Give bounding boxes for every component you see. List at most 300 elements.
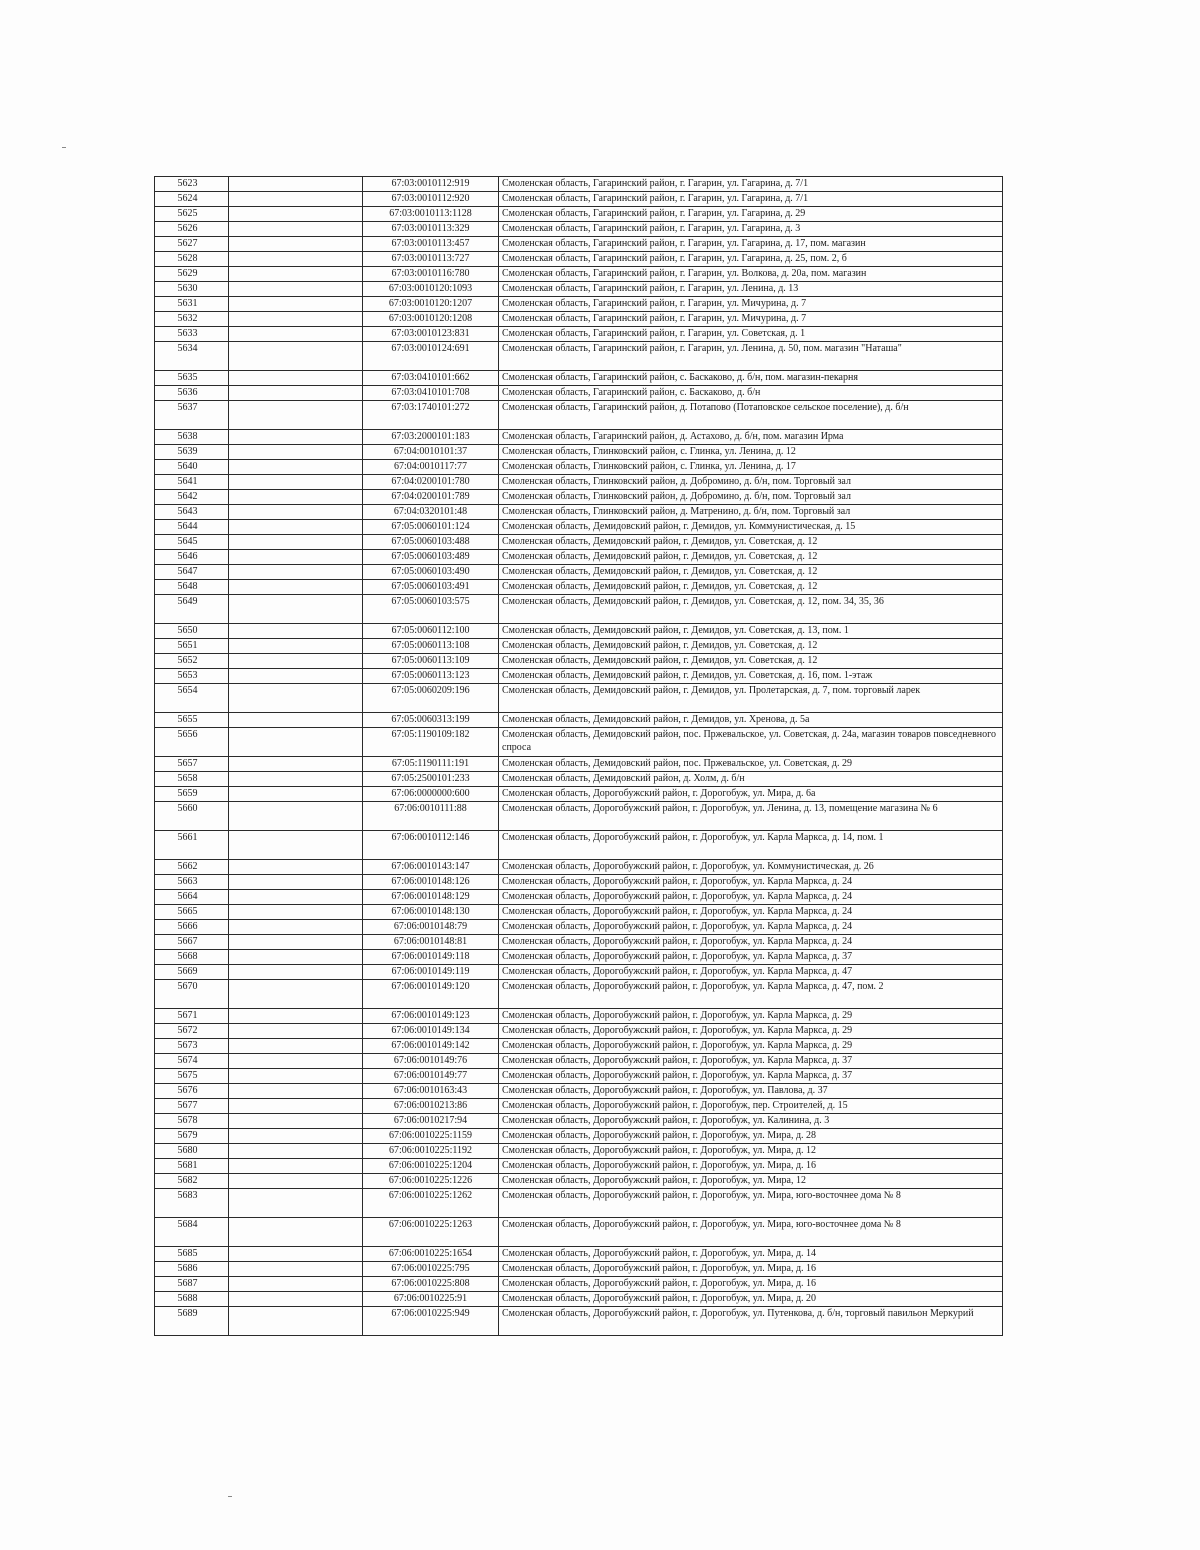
table-row xyxy=(155,1218,1003,1247)
cadastral-number-cell: 67:05:0060113:108 xyxy=(363,639,499,654)
address-cell: Смоленская область, Демидовский район, г. Демидов, ул. Советская, д. 12, пом. 34, 35, 36 xyxy=(499,595,1003,624)
row-number-cell: 5650 xyxy=(155,624,229,639)
table-row xyxy=(155,327,1003,342)
empty-cell xyxy=(229,1292,363,1307)
table-row xyxy=(155,1114,1003,1129)
empty-cell xyxy=(229,1262,363,1277)
table-row xyxy=(155,802,1003,831)
address-cell: Смоленская область, Дорогобужский район, г. Дорогобуж, ул. Карла Маркса, д. 14, пом. 1 xyxy=(499,831,1003,860)
row-number-cell: 5633 xyxy=(155,327,229,342)
table-row xyxy=(155,639,1003,654)
address-cell: Смоленская область, Дорогобужский район, г. Дорогобуж, ул. Карла Маркса, д. 37 xyxy=(499,950,1003,965)
table-row xyxy=(155,550,1003,565)
empty-cell xyxy=(229,1159,363,1174)
cadastral-number-cell: 67:06:0010148:130 xyxy=(363,905,499,920)
cadastral-number-cell: 67:06:0010225:808 xyxy=(363,1277,499,1292)
address-cell: Смоленская область, Дорогобужский район, г. Дорогобуж, ул. Карла Маркса, д. 24 xyxy=(499,935,1003,950)
table-row xyxy=(155,1084,1003,1099)
row-number-cell: 5627 xyxy=(155,237,229,252)
cadastral-number-cell: 67:04:0320101:48 xyxy=(363,505,499,520)
empty-cell xyxy=(229,550,363,565)
table-row xyxy=(155,905,1003,920)
address-cell: Смоленская область, Дорогобужский район, г. Дорогобуж, ул. Мира, д. 6а xyxy=(499,787,1003,802)
address-cell: Смоленская область, Глинковский район, д. Добромино, д. б/н, пом. Торговый зал xyxy=(499,475,1003,490)
row-number-cell: 5642 xyxy=(155,490,229,505)
registry-table xyxy=(154,176,1003,1336)
address-cell: Смоленская область, Гагаринский район, г. Гагарин, ул. Ленина, д. 50, пом. магазин "Наташа" xyxy=(499,342,1003,371)
row-number-cell: 5632 xyxy=(155,312,229,327)
table-row xyxy=(155,713,1003,728)
cadastral-number-cell: 67:06:0010148:126 xyxy=(363,875,499,890)
row-number-cell: 5652 xyxy=(155,654,229,669)
row-number-cell: 5655 xyxy=(155,713,229,728)
address-cell: Смоленская область, Дорогобужский район, г. Дорогобуж, ул. Карла Маркса, д. 47, пом. 2 xyxy=(499,980,1003,1009)
row-number-cell: 5644 xyxy=(155,520,229,535)
empty-cell xyxy=(229,802,363,831)
cadastral-number-cell: 67:03:0410101:708 xyxy=(363,386,499,401)
address-cell: Смоленская область, Глинковский район, д. Добромино, д. б/н, пом. Торговый зал xyxy=(499,490,1003,505)
cadastral-number-cell: 67:06:0010149:76 xyxy=(363,1054,499,1069)
empty-cell xyxy=(229,565,363,580)
empty-cell xyxy=(229,669,363,684)
table-row xyxy=(155,1189,1003,1218)
cadastral-number-cell: 67:06:0010225:1159 xyxy=(363,1129,499,1144)
empty-cell xyxy=(229,267,363,282)
empty-cell xyxy=(229,875,363,890)
table-row xyxy=(155,565,1003,580)
row-number-cell: 5651 xyxy=(155,639,229,654)
empty-cell xyxy=(229,490,363,505)
address-cell: Смоленская область, Глинковский район, с. Глинка, ул. Ленина, д. 12 xyxy=(499,445,1003,460)
table-row xyxy=(155,965,1003,980)
row-number-cell: 5681 xyxy=(155,1159,229,1174)
row-number-cell: 5630 xyxy=(155,282,229,297)
empty-cell xyxy=(229,1039,363,1054)
address-cell: Смоленская область, Дорогобужский район, г. Дорогобуж, ул. Ленина, д. 13, помещение магазина № 6 xyxy=(499,802,1003,831)
address-cell: Смоленская область, Гагаринский район, г. Гагарин, ул. Гагарина, д. 7/1 xyxy=(499,177,1003,192)
table-row xyxy=(155,1009,1003,1024)
table-row xyxy=(155,1159,1003,1174)
empty-cell xyxy=(229,684,363,713)
empty-cell xyxy=(229,935,363,950)
row-number-cell: 5625 xyxy=(155,207,229,222)
row-number-cell: 5660 xyxy=(155,802,229,831)
empty-cell xyxy=(229,1174,363,1189)
empty-cell xyxy=(229,713,363,728)
row-number-cell: 5685 xyxy=(155,1247,229,1262)
empty-cell xyxy=(229,535,363,550)
row-number-cell: 5668 xyxy=(155,950,229,965)
empty-cell xyxy=(229,905,363,920)
address-cell: Смоленская область, Дорогобужский район, г. Дорогобуж, ул. Мира, д. 12 xyxy=(499,1144,1003,1159)
row-number-cell: 5670 xyxy=(155,980,229,1009)
cadastral-number-cell: 67:05:0060313:199 xyxy=(363,713,499,728)
table-row xyxy=(155,1024,1003,1039)
empty-cell xyxy=(229,1247,363,1262)
table-row xyxy=(155,595,1003,624)
cadastral-number-cell: 67:03:0010120:1093 xyxy=(363,282,499,297)
cadastral-number-cell: 67:05:0060103:491 xyxy=(363,580,499,595)
empty-cell xyxy=(229,1054,363,1069)
cadastral-number-cell: 67:03:0010113:727 xyxy=(363,252,499,267)
row-number-cell: 5626 xyxy=(155,222,229,237)
table-row xyxy=(155,935,1003,950)
address-cell: Смоленская область, Гагаринский район, г. Гагарин, ул. Гагарина, д. 29 xyxy=(499,207,1003,222)
address-cell: Смоленская область, Гагаринский район, г. Гагарин, ул. Волкова, д. 20а, пом. магазин xyxy=(499,267,1003,282)
row-number-cell: 5637 xyxy=(155,401,229,430)
cadastral-number-cell: 67:03:0010116:780 xyxy=(363,267,499,282)
address-cell: Смоленская область, Гагаринский район, г. Гагарин, ул. Гагарина, д. 3 xyxy=(499,222,1003,237)
cadastral-number-cell: 67:04:0010117:77 xyxy=(363,460,499,475)
table-row xyxy=(155,950,1003,965)
table-row xyxy=(155,1277,1003,1292)
cadastral-number-cell: 67:06:0010163:43 xyxy=(363,1084,499,1099)
table-row xyxy=(155,237,1003,252)
table-row xyxy=(155,669,1003,684)
table-row xyxy=(155,430,1003,445)
address-cell: Смоленская область, Дорогобужский район, г. Дорогобуж, ул. Карла Маркса, д. 29 xyxy=(499,1009,1003,1024)
row-number-cell: 5673 xyxy=(155,1039,229,1054)
cadastral-number-cell: 67:03:0010120:1207 xyxy=(363,297,499,312)
address-cell: Смоленская область, Дорогобужский район, г. Дорогобуж, ул. Карла Маркса, д. 24 xyxy=(499,905,1003,920)
table-row xyxy=(155,312,1003,327)
address-cell: Смоленская область, Глинковский район, д. Матренино, д. б/н, пом. Торговый зал xyxy=(499,505,1003,520)
table-row xyxy=(155,728,1003,757)
row-number-cell: 5635 xyxy=(155,371,229,386)
empty-cell xyxy=(229,1189,363,1218)
cadastral-number-cell: 67:06:0010225:1263 xyxy=(363,1218,499,1247)
cadastral-number-cell: 67:06:0010149:123 xyxy=(363,1009,499,1024)
cadastral-number-cell: 67:03:0010124:691 xyxy=(363,342,499,371)
address-cell: Смоленская область, Дорогобужский район, г. Дорогобуж, ул. Коммунистическая, д. 26 xyxy=(499,860,1003,875)
empty-cell xyxy=(229,624,363,639)
address-cell: Смоленская область, Дорогобужский район, г. Дорогобуж, ул. Карла Маркса, д. 29 xyxy=(499,1024,1003,1039)
cadastral-number-cell: 67:06:0010149:118 xyxy=(363,950,499,965)
empty-cell xyxy=(229,1307,363,1336)
cadastral-number-cell: 67:03:0010112:920 xyxy=(363,192,499,207)
cadastral-number-cell: 67:05:1190109:182 xyxy=(363,728,499,757)
row-number-cell: 5689 xyxy=(155,1307,229,1336)
row-number-cell: 5674 xyxy=(155,1054,229,1069)
cadastral-number-cell: 67:06:0010213:86 xyxy=(363,1099,499,1114)
row-number-cell: 5687 xyxy=(155,1277,229,1292)
cadastral-number-cell: 67:05:0060103:488 xyxy=(363,535,499,550)
row-number-cell: 5629 xyxy=(155,267,229,282)
cadastral-number-cell: 67:04:0010101:37 xyxy=(363,445,499,460)
row-number-cell: 5639 xyxy=(155,445,229,460)
cadastral-number-cell: 67:06:0010225:91 xyxy=(363,1292,499,1307)
address-cell: Смоленская область, Гагаринский район, г. Гагарин, ул. Ленина, д. 13 xyxy=(499,282,1003,297)
empty-cell xyxy=(229,772,363,787)
table-row xyxy=(155,980,1003,1009)
address-cell: Смоленская область, Дорогобужский район, г. Дорогобуж, пер. Строителей, д. 15 xyxy=(499,1099,1003,1114)
cadastral-number-cell: 67:04:0200101:780 xyxy=(363,475,499,490)
row-number-cell: 5638 xyxy=(155,430,229,445)
empty-cell xyxy=(229,980,363,1009)
table-row xyxy=(155,282,1003,297)
address-cell: Смоленская область, Гагаринский район, д. Астахово, д. б/н, пом. магазин Ирма xyxy=(499,430,1003,445)
cadastral-number-cell: 67:05:0060113:109 xyxy=(363,654,499,669)
cadastral-number-cell: 67:06:0010225:1654 xyxy=(363,1247,499,1262)
table-row xyxy=(155,222,1003,237)
cadastral-number-cell: 67:06:0010149:134 xyxy=(363,1024,499,1039)
table-row xyxy=(155,490,1003,505)
empty-cell xyxy=(229,1277,363,1292)
table-row xyxy=(155,1174,1003,1189)
cadastral-number-cell: 67:06:0010225:1262 xyxy=(363,1189,499,1218)
cadastral-number-cell: 67:05:0060113:123 xyxy=(363,669,499,684)
table-row xyxy=(155,1129,1003,1144)
table-row xyxy=(155,192,1003,207)
row-number-cell: 5678 xyxy=(155,1114,229,1129)
address-cell: Смоленская область, Демидовский район, г. Демидов, ул. Советская, д. 16, пом. 1-этаж xyxy=(499,669,1003,684)
empty-cell xyxy=(229,1099,363,1114)
empty-cell xyxy=(229,1009,363,1024)
address-cell: Смоленская область, Демидовский район, г. Демидов, ул. Коммунистическая, д. 15 xyxy=(499,520,1003,535)
empty-cell xyxy=(229,580,363,595)
table-row xyxy=(155,580,1003,595)
row-number-cell: 5640 xyxy=(155,460,229,475)
row-number-cell: 5659 xyxy=(155,787,229,802)
row-number-cell: 5677 xyxy=(155,1099,229,1114)
address-cell: Смоленская область, Демидовский район, г. Демидов, ул. Советская, д. 12 xyxy=(499,565,1003,580)
empty-cell xyxy=(229,654,363,669)
cadastral-number-cell: 67:06:0010148:129 xyxy=(363,890,499,905)
row-number-cell: 5648 xyxy=(155,580,229,595)
cadastral-number-cell: 67:05:0060101:124 xyxy=(363,520,499,535)
address-cell: Смоленская область, Гагаринский район, г. Гагарин, ул. Мичурина, д. 7 xyxy=(499,312,1003,327)
empty-cell xyxy=(229,445,363,460)
cadastral-number-cell: 67:06:0010149:142 xyxy=(363,1039,499,1054)
row-number-cell: 5672 xyxy=(155,1024,229,1039)
address-cell: Смоленская область, Дорогобужский район, г. Дорогобуж, ул. Павлова, д. 37 xyxy=(499,1084,1003,1099)
table-row xyxy=(155,831,1003,860)
table-row xyxy=(155,772,1003,787)
cadastral-number-cell: 67:03:0010112:919 xyxy=(363,177,499,192)
address-cell: Смоленская область, Гагаринский район, г. Гагарин, ул. Гагарина, д. 7/1 xyxy=(499,192,1003,207)
table-row xyxy=(155,787,1003,802)
empty-cell xyxy=(229,505,363,520)
cadastral-number-cell: 67:06:0010111:88 xyxy=(363,802,499,831)
address-cell: Смоленская область, Гагаринский район, с. Баскаково, д. б/н xyxy=(499,386,1003,401)
address-cell: Смоленская область, Дорогобужский район, г. Дорогобуж, ул. Карла Маркса, д. 37 xyxy=(499,1054,1003,1069)
empty-cell xyxy=(229,475,363,490)
table-row xyxy=(155,920,1003,935)
cadastral-number-cell: 67:03:0010120:1208 xyxy=(363,312,499,327)
cadastral-number-cell: 67:06:0010225:1204 xyxy=(363,1159,499,1174)
table-row xyxy=(155,1054,1003,1069)
cadastral-number-cell: 67:06:0010225:1192 xyxy=(363,1144,499,1159)
table-row xyxy=(155,445,1003,460)
empty-cell xyxy=(229,860,363,875)
table-row xyxy=(155,386,1003,401)
address-cell: Смоленская область, Демидовский район, д. Холм, д. б/н xyxy=(499,772,1003,787)
row-number-cell: 5645 xyxy=(155,535,229,550)
table-row xyxy=(155,1292,1003,1307)
empty-cell xyxy=(229,1144,363,1159)
cadastral-number-cell: 67:03:1740101:272 xyxy=(363,401,499,430)
empty-cell xyxy=(229,1084,363,1099)
row-number-cell: 5641 xyxy=(155,475,229,490)
table-row xyxy=(155,342,1003,371)
row-number-cell: 5665 xyxy=(155,905,229,920)
cadastral-number-cell: 67:05:0060103:575 xyxy=(363,595,499,624)
address-cell: Смоленская область, Гагаринский район, г. Гагарин, ул. Мичурина, д. 7 xyxy=(499,297,1003,312)
row-number-cell: 5634 xyxy=(155,342,229,371)
empty-cell xyxy=(229,965,363,980)
address-cell: Смоленская область, Дорогобужский район, г. Дорогобуж, ул. Путенкова, д. б/н, торговый павильон Меркурий xyxy=(499,1307,1003,1336)
cadastral-number-cell: 67:06:0010217:94 xyxy=(363,1114,499,1129)
row-number-cell: 5682 xyxy=(155,1174,229,1189)
scan-speck xyxy=(228,1496,232,1497)
empty-cell xyxy=(229,757,363,772)
table-row xyxy=(155,1099,1003,1114)
address-cell: Смоленская область, Дорогобужский район, г. Дорогобуж, ул. Карла Маркса, д. 24 xyxy=(499,920,1003,935)
table-row xyxy=(155,684,1003,713)
address-cell: Смоленская область, Демидовский район, г. Демидов, ул. Пролетарская, д. 7, пом. торговый ларек xyxy=(499,684,1003,713)
empty-cell xyxy=(229,787,363,802)
empty-cell xyxy=(229,222,363,237)
address-cell: Смоленская область, Дорогобужский район, г. Дорогобуж, ул. Мира, юго-восточнее дома № 8 xyxy=(499,1218,1003,1247)
address-cell: Смоленская область, Дорогобужский район, г. Дорогобуж, ул. Мира, д. 16 xyxy=(499,1159,1003,1174)
empty-cell xyxy=(229,1129,363,1144)
address-cell: Смоленская область, Дорогобужский район, г. Дорогобуж, ул. Карла Маркса, д. 24 xyxy=(499,875,1003,890)
cadastral-number-cell: 67:03:0010113:1128 xyxy=(363,207,499,222)
empty-cell xyxy=(229,297,363,312)
empty-cell xyxy=(229,312,363,327)
cadastral-number-cell: 67:05:0060112:100 xyxy=(363,624,499,639)
address-cell: Смоленская область, Дорогобужский район, г. Дорогобуж, ул. Мира, д. 16 xyxy=(499,1277,1003,1292)
empty-cell xyxy=(229,950,363,965)
address-cell: Смоленская область, Дорогобужский район, г. Дорогобуж, ул. Мира, д. 20 xyxy=(499,1292,1003,1307)
empty-cell xyxy=(229,401,363,430)
empty-cell xyxy=(229,890,363,905)
address-cell: Смоленская область, Дорогобужский район, г. Дорогобуж, ул. Карла Маркса, д. 37 xyxy=(499,1069,1003,1084)
cadastral-number-cell: 67:03:0410101:662 xyxy=(363,371,499,386)
empty-cell xyxy=(229,386,363,401)
cadastral-number-cell: 67:03:0010123:831 xyxy=(363,327,499,342)
row-number-cell: 5643 xyxy=(155,505,229,520)
cadastral-number-cell: 67:03:0010113:457 xyxy=(363,237,499,252)
table-row xyxy=(155,1069,1003,1084)
cadastral-number-cell: 67:04:0200101:789 xyxy=(363,490,499,505)
row-number-cell: 5654 xyxy=(155,684,229,713)
empty-cell xyxy=(229,728,363,757)
address-cell: Смоленская область, Демидовский район, г. Демидов, ул. Советская, д. 12 xyxy=(499,654,1003,669)
table-row xyxy=(155,860,1003,875)
row-number-cell: 5653 xyxy=(155,669,229,684)
empty-cell xyxy=(229,1114,363,1129)
row-number-cell: 5656 xyxy=(155,728,229,757)
table-row xyxy=(155,1307,1003,1336)
cadastral-number-cell: 67:06:0010149:77 xyxy=(363,1069,499,1084)
row-number-cell: 5671 xyxy=(155,1009,229,1024)
address-cell: Смоленская область, Дорогобужский район, г. Дорогобуж, ул. Мира, д. 14 xyxy=(499,1247,1003,1262)
row-number-cell: 5628 xyxy=(155,252,229,267)
row-number-cell: 5624 xyxy=(155,192,229,207)
table-row xyxy=(155,252,1003,267)
address-cell: Смоленская область, Гагаринский район, г. Гагарин, ул. Гагарина, д. 25, пом. 2, б xyxy=(499,252,1003,267)
empty-cell xyxy=(229,192,363,207)
row-number-cell: 5688 xyxy=(155,1292,229,1307)
row-number-cell: 5646 xyxy=(155,550,229,565)
empty-cell xyxy=(229,430,363,445)
table-row xyxy=(155,1262,1003,1277)
table-row xyxy=(155,207,1003,222)
row-number-cell: 5676 xyxy=(155,1084,229,1099)
address-cell: Смоленская область, Демидовский район, г. Демидов, ул. Советская, д. 12 xyxy=(499,535,1003,550)
cadastral-number-cell: 67:06:0010149:120 xyxy=(363,980,499,1009)
address-cell: Смоленская область, Гагаринский район, г. Гагарин, ул. Советская, д. 1 xyxy=(499,327,1003,342)
cadastral-number-cell: 67:06:0010148:79 xyxy=(363,920,499,935)
table-row xyxy=(155,401,1003,430)
address-cell: Смоленская область, Дорогобужский район, г. Дорогобуж, ул. Карла Маркса, д. 47 xyxy=(499,965,1003,980)
table-row xyxy=(155,757,1003,772)
empty-cell xyxy=(229,1218,363,1247)
address-cell: Смоленская область, Демидовский район, г. Демидов, ул. Хренова, д. 5а xyxy=(499,713,1003,728)
empty-cell xyxy=(229,520,363,535)
row-number-cell: 5636 xyxy=(155,386,229,401)
registry-table-body xyxy=(155,177,1003,1336)
row-number-cell: 5669 xyxy=(155,965,229,980)
address-cell: Смоленская область, Гагаринский район, д. Потапово (Потаповское сельское поселение), д. б/н xyxy=(499,401,1003,430)
address-cell: Смоленская область, Дорогобужский район, г. Дорогобуж, ул. Карла Маркса, д. 29 xyxy=(499,1039,1003,1054)
row-number-cell: 5649 xyxy=(155,595,229,624)
table-row xyxy=(155,654,1003,669)
table-row xyxy=(155,520,1003,535)
address-cell: Смоленская область, Демидовский район, пос. Пржевальское, ул. Советская, д. 29 xyxy=(499,757,1003,772)
empty-cell xyxy=(229,595,363,624)
table-row xyxy=(155,1039,1003,1054)
address-cell: Смоленская область, Демидовский район, г. Демидов, ул. Советская, д. 12 xyxy=(499,580,1003,595)
row-number-cell: 5683 xyxy=(155,1189,229,1218)
row-number-cell: 5664 xyxy=(155,890,229,905)
cadastral-number-cell: 67:06:0010112:146 xyxy=(363,831,499,860)
table-row xyxy=(155,1144,1003,1159)
cadastral-number-cell: 67:03:0010113:329 xyxy=(363,222,499,237)
empty-cell xyxy=(229,1024,363,1039)
cadastral-number-cell: 67:05:0060209:196 xyxy=(363,684,499,713)
cadastral-number-cell: 67:06:0010143:147 xyxy=(363,860,499,875)
address-cell: Смоленская область, Гагаринский район, г. Гагарин, ул. Гагарина, д. 17, пом. магазин xyxy=(499,237,1003,252)
row-number-cell: 5667 xyxy=(155,935,229,950)
row-number-cell: 5666 xyxy=(155,920,229,935)
address-cell: Смоленская область, Гагаринский район, с. Баскаково, д. б/н, пом. магазин-пекарня xyxy=(499,371,1003,386)
table-row xyxy=(155,624,1003,639)
cadastral-number-cell: 67:05:0060103:489 xyxy=(363,550,499,565)
row-number-cell: 5662 xyxy=(155,860,229,875)
table-row xyxy=(155,875,1003,890)
address-cell: Смоленская область, Дорогобужский район, г. Дорогобуж, ул. Мира, юго-восточнее дома № 8 xyxy=(499,1189,1003,1218)
row-number-cell: 5631 xyxy=(155,297,229,312)
cadastral-number-cell: 67:06:0010148:81 xyxy=(363,935,499,950)
address-cell: Смоленская область, Демидовский район, г. Демидов, ул. Советская, д. 12 xyxy=(499,550,1003,565)
empty-cell xyxy=(229,920,363,935)
address-cell: Смоленская область, Дорогобужский район, г. Дорогобуж, ул. Мира, д. 28 xyxy=(499,1129,1003,1144)
empty-cell xyxy=(229,252,363,267)
table-row xyxy=(155,297,1003,312)
address-cell: Смоленская область, Демидовский район, г. Демидов, ул. Советская, д. 12 xyxy=(499,639,1003,654)
row-number-cell: 5684 xyxy=(155,1218,229,1247)
empty-cell xyxy=(229,831,363,860)
empty-cell xyxy=(229,237,363,252)
empty-cell xyxy=(229,207,363,222)
scan-speck xyxy=(62,147,66,148)
empty-cell xyxy=(229,342,363,371)
empty-cell xyxy=(229,460,363,475)
empty-cell xyxy=(229,371,363,386)
row-number-cell: 5686 xyxy=(155,1262,229,1277)
